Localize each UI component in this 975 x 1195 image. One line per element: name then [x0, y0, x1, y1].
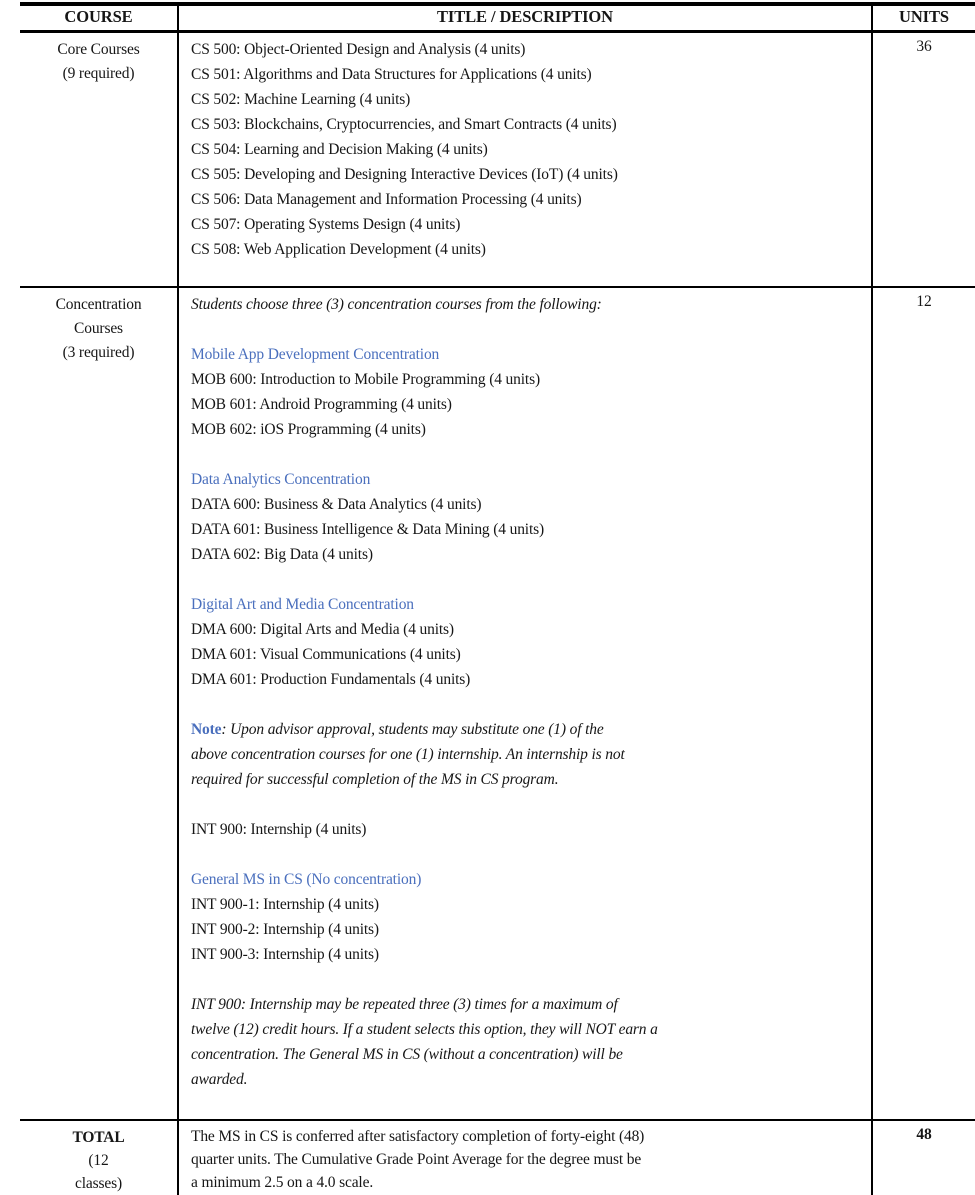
blank-line	[191, 317, 861, 342]
units-value: 48	[916, 1126, 932, 1143]
blank-line	[191, 567, 861, 592]
italic-text-line: twelve (12) credit hours. If a student selects this option, they will NOT earn a	[191, 1021, 658, 1038]
course-line: INT 900-1: Internship (4 units)	[191, 896, 379, 913]
course-line: DMA 601: Visual Communications (4 units)	[191, 646, 461, 663]
course-line: CS 505: Developing and Designing Interactive Devices (IoT) (4 units)	[191, 166, 618, 183]
italic-text-line: required for successful completion of the MS in CS program.	[191, 771, 559, 788]
concentration-heading: Digital Art and Media Concentration	[191, 596, 414, 613]
course-cell	[20, 1120, 178, 1195]
table-row	[20, 1120, 975, 1195]
course-line: MOB 601: Android Programming (4 units)	[191, 396, 452, 413]
concentration-heading: General MS in CS (No concentration)	[191, 871, 422, 888]
description-cell	[178, 287, 872, 1120]
note-label: Note	[191, 721, 222, 738]
course-line: CS 508: Web Application Development (4 units)	[191, 241, 486, 258]
course-cell-line: Courses	[74, 320, 123, 337]
italic-text-line: concentration. The General MS in CS (without a concentration) will be	[191, 1046, 623, 1063]
course-line: DATA 602: Big Data (4 units)	[191, 546, 373, 563]
italic-text-line: above concentration courses for one (1) internship. An internship is not	[191, 746, 625, 763]
concentration-heading: Data Analytics Concentration	[191, 471, 371, 488]
course-line: CS 500: Object-Oriented Design and Analysis (4 units)	[191, 41, 526, 58]
units-value: 36	[916, 38, 932, 55]
italic-text-line: Students choose three (3) concentration courses from the following:	[191, 296, 602, 313]
course-line: quarter units. The Cumulative Grade Point Average for the degree must be	[191, 1151, 642, 1168]
description-cell	[178, 32, 872, 288]
course-line: CS 507: Operating Systems Design (4 units)	[191, 216, 461, 233]
curriculum-table	[20, 2, 975, 1195]
course-line: CS 502: Machine Learning (4 units)	[191, 91, 411, 108]
table-row	[20, 287, 975, 1120]
course-line: MOB 600: Introduction to Mobile Programming (4 units)	[191, 371, 540, 388]
course-cell-line: Concentration	[55, 296, 142, 313]
course-line: DATA 601: Business Intelligence & Data Mining (4 units)	[191, 521, 544, 538]
italic-text-line: INT 900: Internship may be repeated three (3) times for a maximum of	[191, 996, 618, 1013]
course-cell-line: (9 required)	[62, 65, 135, 82]
units-cell	[872, 1120, 975, 1195]
blank-line	[191, 792, 861, 817]
blank-line	[191, 442, 861, 467]
course-line: DATA 600: Business & Data Analytics (4 units)	[191, 496, 482, 513]
column-header-course: COURSE	[64, 7, 133, 26]
course-cell-line: TOTAL	[72, 1129, 125, 1146]
course-line: INT 900-3: Internship (4 units)	[191, 946, 379, 963]
blank-line	[191, 842, 861, 867]
table-header-row	[20, 4, 975, 32]
course-cell-line: classes)	[74, 1175, 122, 1192]
concentration-heading: Mobile App Development Concentration	[191, 346, 440, 363]
note-text: : Upon advisor approval, students may substitute one (1) of the	[221, 721, 604, 738]
course-cell-line: (12	[88, 1152, 109, 1169]
blank-line	[191, 967, 861, 992]
course-line: The MS in CS is conferred after satisfactory completion of forty-eight (48)	[191, 1128, 645, 1145]
course-line: CS 501: Algorithms and Data Structures for Applications (4 units)	[191, 66, 592, 83]
course-cell	[20, 287, 178, 1120]
course-cell-line: (3 required)	[62, 344, 135, 361]
description-cell	[178, 1120, 872, 1195]
units-value: 12	[916, 293, 932, 310]
table-row	[20, 32, 975, 288]
course-cell-line: Core Courses	[57, 41, 140, 58]
course-line: DMA 600: Digital Arts and Media (4 units)	[191, 621, 454, 638]
units-cell	[872, 32, 975, 288]
course-line: DMA 601: Production Fundamentals (4 units)	[191, 671, 471, 688]
units-cell	[872, 287, 975, 1120]
note-line	[191, 717, 861, 742]
course-line: MOB 602: iOS Programming (4 units)	[191, 421, 426, 438]
course-line: INT 900-2: Internship (4 units)	[191, 921, 379, 938]
course-line: CS 506: Data Management and Information Processing (4 units)	[191, 191, 582, 208]
course-line: CS 504: Learning and Decision Making (4 units)	[191, 141, 488, 158]
course-cell	[20, 32, 178, 288]
column-header-title-description: TITLE / DESCRIPTION	[178, 4, 872, 32]
course-line: a minimum 2.5 on a 4.0 scale.	[191, 1174, 374, 1191]
course-line: CS 503: Blockchains, Cryptocurrencies, and Smart Contracts (4 units)	[191, 116, 617, 133]
course-line: INT 900: Internship (4 units)	[191, 821, 367, 838]
italic-text-line: awarded.	[191, 1071, 248, 1088]
column-header-units: UNITS	[899, 7, 949, 26]
blank-line	[191, 692, 861, 717]
